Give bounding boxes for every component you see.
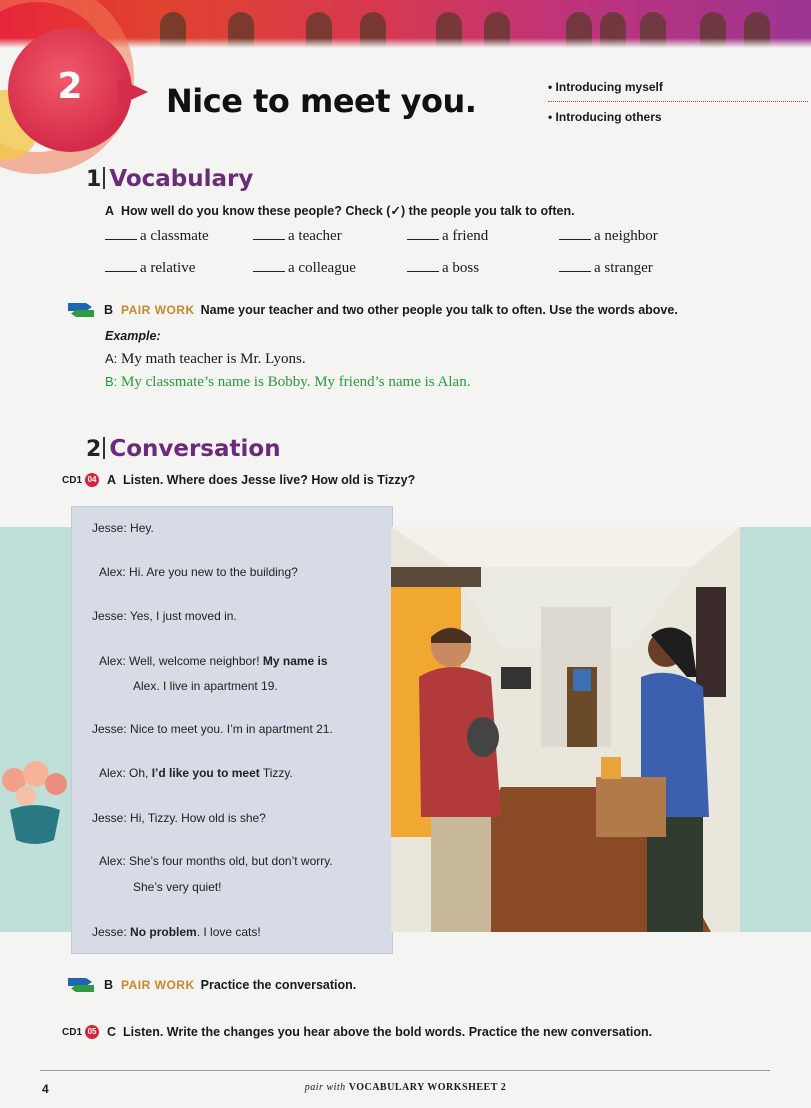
section-heading-conversation: 2 Conversation	[86, 436, 281, 462]
goal-item: • Introducing others	[548, 110, 662, 124]
example-line-a: A: My math teacher is Mr. Lyons.	[105, 351, 306, 367]
vocab-item[interactable]: a colleague	[253, 260, 356, 277]
audio-disc-icon: 05	[85, 1025, 99, 1039]
vocab-item[interactable]: a stranger	[559, 260, 653, 277]
vocabulary-b-instruction: B PAIR WORK Name your teacher and two other people you talk to often. Use the words above.	[68, 302, 678, 318]
dialogue-line: Jesse: Hey.	[92, 521, 154, 535]
conversation-b-instruction: B PAIR WORK Practice the conversation.	[68, 977, 356, 993]
vocab-item[interactable]: a relative	[105, 260, 195, 277]
dialogue-line: Jesse: Nice to meet you. I’m in apartment 21.	[92, 722, 333, 736]
dialogue-line: Jesse: Hi, Tizzy. How old is she?	[92, 811, 266, 825]
hallway-illustration	[391, 527, 740, 932]
dialogue-box	[72, 507, 392, 953]
unit-number: 2	[57, 66, 83, 107]
unit-goals	[548, 80, 663, 140]
dialogue-line-continued: Alex. I live in apartment 19.	[133, 679, 278, 693]
vocab-item[interactable]: a neighbor	[559, 228, 658, 245]
goal-item: • Introducing myself	[548, 80, 663, 94]
dialogue-line: Alex: Oh, I’d like you to meet Tizzy.	[99, 766, 293, 780]
pair-work-icon	[68, 302, 98, 318]
vocabulary-a-instruction: A How well do you know these people? Check (✓) the people you talk to often.	[105, 204, 575, 218]
unit-title: Nice to meet you.	[166, 82, 477, 120]
dialogue-line: Alex: Well, welcome neighbor! My name is	[99, 654, 328, 668]
conversation-c-instruction: CD1 05 C Listen. Write the changes you hear above the bold words. Practice the new conversation.	[62, 1025, 653, 1039]
section-heading-vocabulary: 1 Vocabulary	[86, 166, 254, 192]
vocab-item[interactable]: a friend	[407, 228, 488, 245]
dialogue-line: Jesse: No problem. I love cats!	[92, 925, 261, 939]
example-line-b: B: My classmate’s name is Bobby. My friend’s name is Alan.	[105, 374, 471, 390]
unit-badge-pointer	[118, 78, 148, 106]
pair-work-icon	[68, 977, 98, 993]
vocab-item[interactable]: a classmate	[105, 228, 209, 245]
dialogue-line: Alex: Hi. Are you new to the building?	[99, 565, 298, 579]
vocab-item[interactable]: a teacher	[253, 228, 342, 245]
page-number: 4	[42, 1082, 49, 1096]
footer-divider	[40, 1070, 770, 1071]
dialogue-line: Jesse: Yes, I just moved in.	[92, 609, 237, 623]
footer-worksheet-reference: pair with VOCABULARY WORKSHEET 2	[304, 1082, 507, 1093]
vocab-item[interactable]: a boss	[407, 260, 479, 277]
audio-disc-icon: 04	[85, 473, 99, 487]
conversation-a-instruction: CD1 04 A Listen. Where does Jesse live? How old is Tizzy?	[62, 473, 416, 487]
dialogue-line: Alex: She’s four months old, but don’t worry.	[99, 854, 333, 868]
flower-vase-illustration	[0, 760, 70, 850]
example-label: Example:	[105, 329, 161, 343]
dialogue-line-continued: She’s very quiet!	[133, 880, 222, 894]
audio-track[interactable]: CD1 04	[62, 473, 99, 487]
audio-track[interactable]: CD1 05	[62, 1025, 99, 1039]
